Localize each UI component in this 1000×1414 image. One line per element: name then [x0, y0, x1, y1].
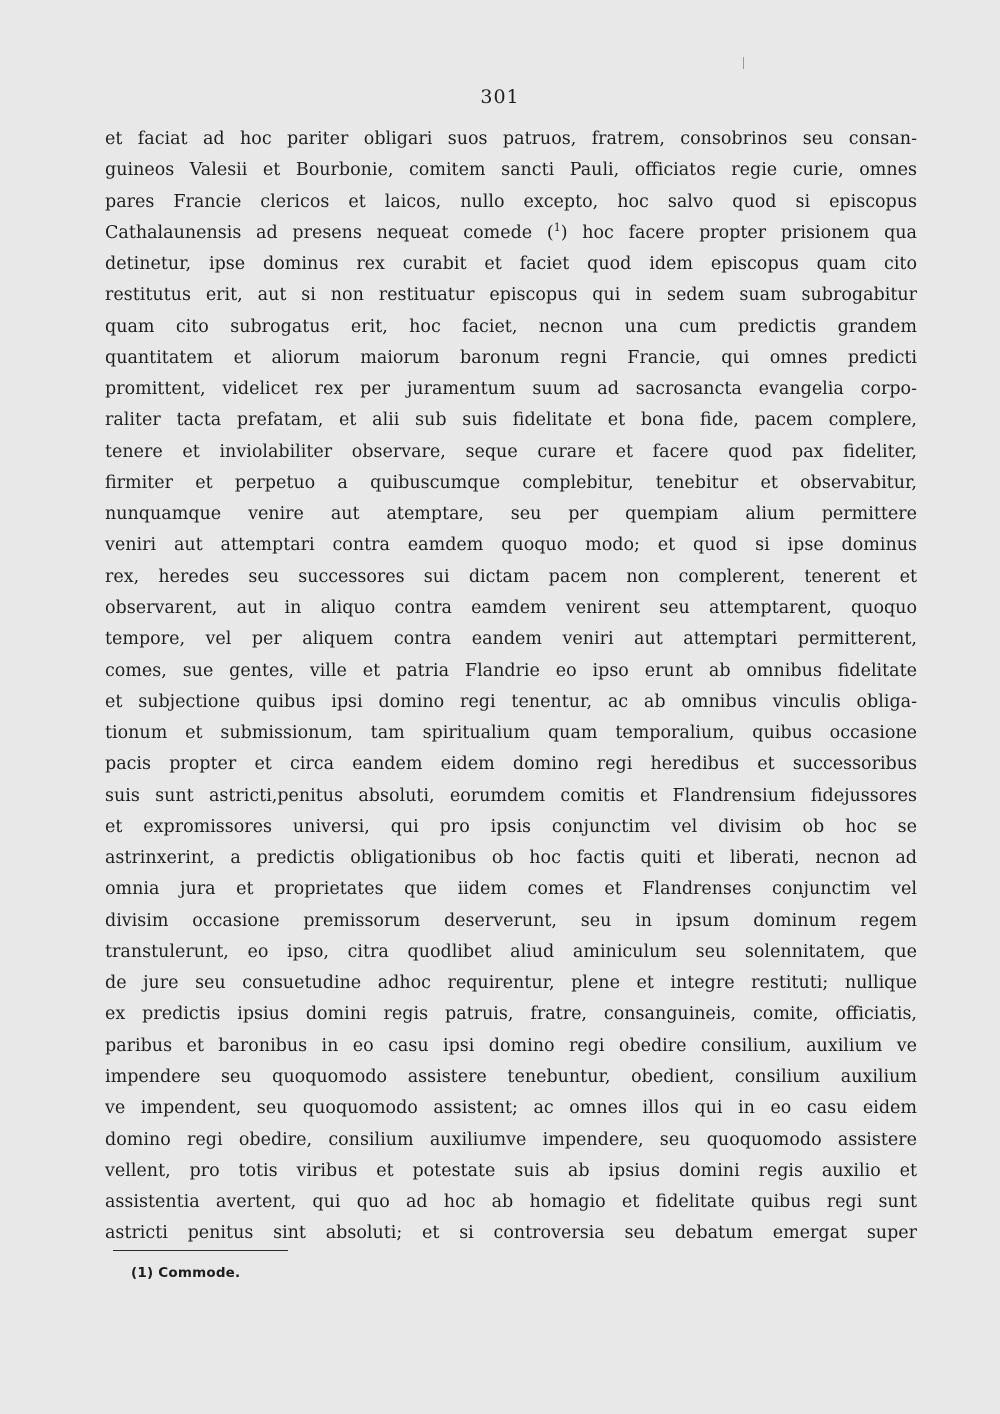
text-line: ve impendent, seu quoquomodo assistent; ac omnes illos qui in eo casu eidem: [105, 1098, 917, 1119]
text-line: et expromissores universi, qui pro ipsis conjunctim vel divisim ob hoc se: [105, 816, 917, 837]
text-line: tionum et submissionum, tam spiritualium quam temporalium, quibus occasione: [105, 723, 917, 744]
text-line: firmiter et perpetuo a quibuscumque complebitur, tenebitur et observabitur,: [105, 472, 917, 493]
text-line: transtulerunt, eo ipso, citra quodlibet aliud aminiculum seu solennitatem, que: [105, 941, 917, 962]
text-line: suis sunt astricti,penitus absoluti, eorumdem comitis et Flandrensium fidejussores: [105, 785, 917, 806]
text-line: veniri aut attemptari contra eamdem quoquo modo; et quod si ipse dominus: [105, 535, 917, 556]
text-line: vellent, pro totis viribus et potestate suis ab ipsius domini regis auxilio et: [105, 1160, 917, 1181]
text-line: promittent, videlicet rex per juramentum suum ad sacrosancta evangelia corpo-: [105, 379, 917, 400]
body-text: [105, 124, 917, 1250]
text-line: astrinxerint, a predictis obligationibus ob hoc factis quiti et liberati, necnon ad: [105, 848, 917, 869]
text-line: raliter tacta prefatam, et alii sub suis fidelitate et bona fide, pacem complere,: [105, 410, 917, 431]
stray-mark: [743, 57, 744, 69]
footnote-reference: 1: [553, 220, 561, 234]
text-line: observarent, aut in aliquo contra eamdem venirent seu attemptarent, quoquo: [105, 597, 917, 618]
text-line: quantitatem et aliorum maiorum baronum regni Francie, qui omnes predicti: [105, 347, 917, 368]
text-line: tenere et inviolabiliter observare, seque curare et facere quod pax fideliter,: [105, 441, 917, 462]
text-line: comes, sue gentes, ville et patria Flandrie eo ipso erunt ab omnibus fidelitate: [105, 660, 917, 681]
footnote-rule: [113, 1250, 288, 1251]
text-line: domino regi obedire, consilium auxiliumve impendere, seu quoquomodo assistere: [105, 1129, 917, 1150]
text-line: assistentia avertent, qui quo ad hoc ab homagio et fidelitate quibus regi sunt: [105, 1192, 917, 1213]
text-line: rex, heredes seu successores sui dictam pacem non complerent, tenerent et: [105, 566, 917, 587]
text-line: astricti penitus sint absoluti; et si controversia seu debatum emergat super: [105, 1223, 917, 1244]
footnote: (1) Commode.: [131, 1265, 241, 1281]
text-line: detinetur, ipse dominus rex curabit et faciet quod idem episcopus quam cito: [105, 254, 917, 275]
page-number: 301: [480, 86, 520, 108]
text-line: pares Francie clericos et laicos, nullo excepto, hoc salvo quod si episcopus: [105, 191, 917, 212]
text-line: divisim occasione premissorum deserverunt, seu in ipsum dominum regem: [105, 910, 917, 931]
text-line: Cathalaunensis ad presens nequeat comede ($^1$) hoc facere propter prisionem qua: [105, 220, 917, 243]
text-line: nunquamque venire aut atemptare, seu per quempiam alium permittere: [105, 504, 917, 525]
text-line: et faciat ad hoc pariter obligari suos patruos, fratrem, consobrinos seu consan-: [105, 129, 917, 149]
text-line: omnia jura et proprietates que iidem comes et Flandrenses conjunctim vel: [105, 879, 917, 900]
text-line: tempore, vel per aliquem contra eandem veniri aut attemptari permitterent,: [105, 629, 917, 650]
text-line: ex predictis ipsius domini regis patruis, fratre, consanguineis, comite, officiatis,: [105, 1004, 917, 1025]
text-line: paribus et baronibus in eo casu ipsi domino regi obedire consilium, auxilium ve: [105, 1035, 917, 1056]
text-line: impendere seu quoquomodo assistere tenebuntur, obedient, consilium auxilium: [105, 1066, 917, 1087]
text-line: de jure seu consuetudine adhoc requirentur, plene et integre restituti; nullique: [105, 973, 917, 994]
text-line: et subjectione quibus ipsi domino regi tenentur, ac ab omnibus vinculis obliga-: [105, 691, 917, 712]
text-line: quam cito subrogatus erit, hoc faciet, necnon una cum predictis grandem: [105, 316, 917, 337]
text-line: restitutus erit, aut si non restituatur episcopus qui in sedem suam subrogabitur: [105, 285, 917, 306]
text-line: guineos Valesii et Bourbonie, comitem sancti Pauli, officiatos regie curie, omnes: [105, 160, 917, 181]
text-line: pacis propter et circa eandem eidem domino regi heredibus et successoribus: [105, 754, 917, 775]
